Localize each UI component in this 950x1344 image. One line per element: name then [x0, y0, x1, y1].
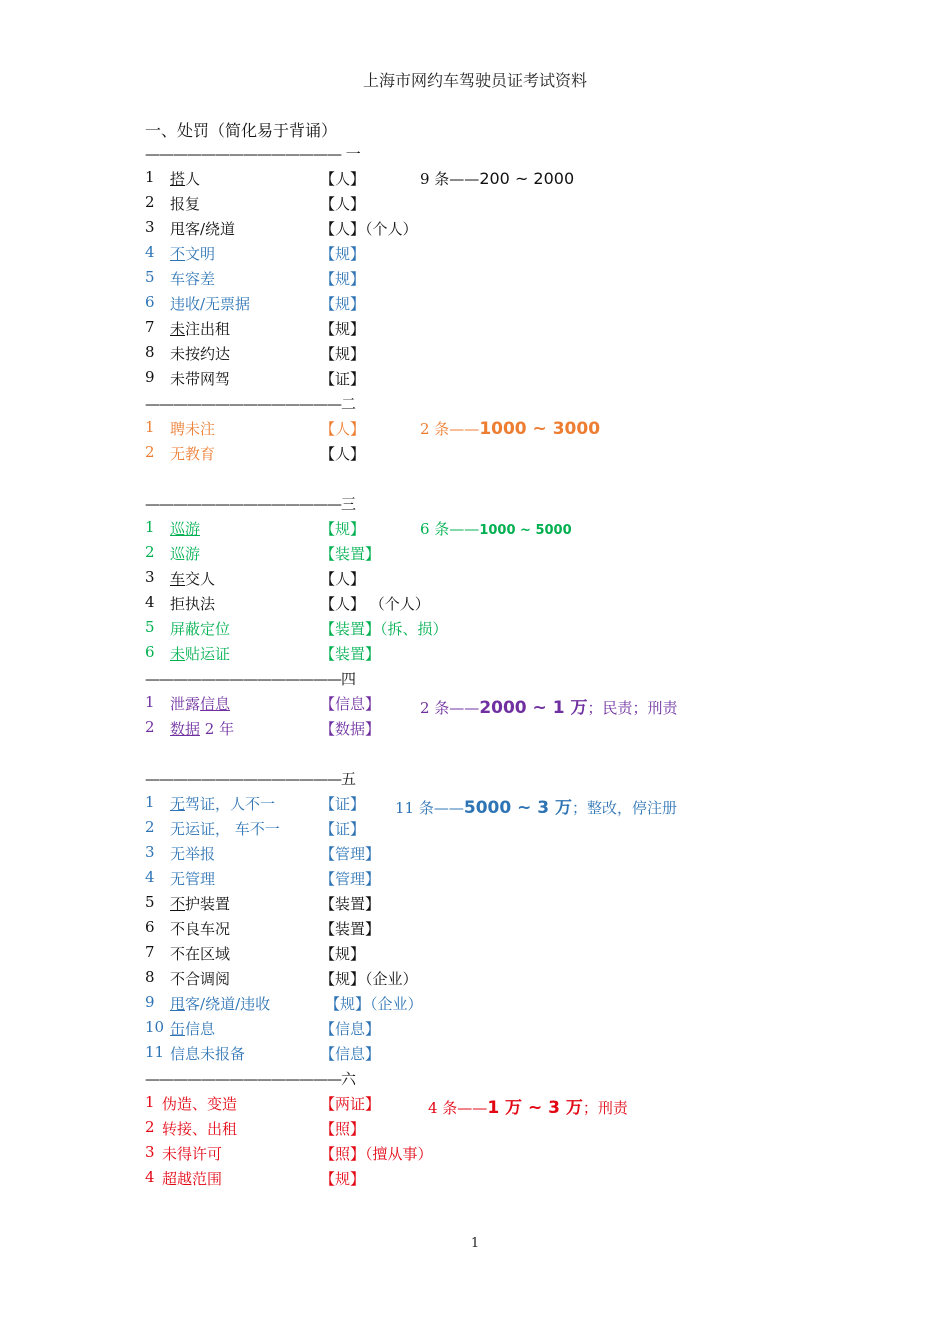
page-number: 1	[470, 1236, 480, 1251]
section-heading: 一、处罚（简化易于背诵）	[145, 121, 338, 140]
list-item: 6 不良车况 【装置】	[145, 918, 381, 938]
list-item: 9 甩客/绕道/违收 【规】（企业）	[145, 993, 423, 1013]
separator-6: ——————————————六	[145, 1070, 357, 1088]
list-item: 1 搭人 【人】 9 条——200 ~ 2000	[145, 168, 575, 188]
list-item: 1 巡游 【规】 6 条——1000 ~ 5000	[145, 518, 572, 538]
list-item: 1 伪造、变造 【两证】 4 条——1 万 ~ 3 万；刑责	[145, 1093, 628, 1118]
list-item: 3 无举报 【管理】	[145, 843, 381, 863]
list-item: 4 无管理 【管理】	[145, 868, 381, 888]
list-item: 2 巡游 【装置】	[145, 543, 381, 563]
list-item: 8 不合调阅 【规】（企业）	[145, 968, 418, 988]
list-item: 6 未贴运证 【装置】	[145, 643, 381, 663]
list-item: 3 车交人 【人】	[145, 568, 366, 588]
list-item: 1 聘未注 【人】 2 条——1000 ~ 3000	[145, 418, 601, 439]
list-item: 11 信息未报备 【信息】	[145, 1043, 381, 1063]
document-title: 上海市网约车驾驶员证考试资料	[362, 71, 587, 90]
list-item: 2 报复 【人】	[145, 193, 366, 213]
list-item: 4 超越范围 【规】	[145, 1168, 366, 1188]
list-item: 7 不在区域 【规】	[145, 943, 366, 963]
separator-4: ——————————————四	[145, 670, 357, 688]
list-item: 4 拒执法 【人】 （个人）	[145, 593, 430, 613]
list-item: 2 数据 2 年 【数据】	[145, 718, 381, 738]
list-item: 2 无教育 【人】	[145, 443, 366, 463]
list-item: 1 无驾证，人不一 【证】 11 条——5000 ~ 3 万；整改，停注册	[145, 793, 678, 818]
list-item: 3 甩客/绕道 【人】（个人）	[145, 218, 418, 238]
list-item: 5 屏蔽定位 【装置】（拆、损）	[145, 618, 448, 638]
list-item: 9 未带网驾 【证】	[145, 368, 366, 388]
list-item: 1 泄露信息 【信息】 2 条——2000 ~ 1 万；民责；刑责	[145, 693, 678, 718]
list-item: 8 未按约达 【规】	[145, 343, 366, 363]
separator-3: ——————————————三	[145, 495, 357, 513]
separator-2: ——————————————二	[145, 395, 357, 413]
list-item: 10 缶信息 【信息】	[145, 1018, 381, 1038]
list-item: 5 车容差 【规】	[145, 268, 366, 288]
separator-1: —————————————— 一	[145, 145, 361, 163]
list-item: 6 违收/无票据 【规】	[145, 293, 366, 313]
list-item: 4 不文明 【规】	[145, 243, 366, 263]
list-item: 7 未注出租 【规】	[145, 318, 366, 338]
list-item: 5 不护装置 【装置】	[145, 893, 381, 913]
separator-5: ——————————————五	[145, 770, 357, 788]
list-item: 2 转接、出租 【照】	[145, 1118, 366, 1138]
list-item: 3 未得许可 【照】（擅从事）	[145, 1143, 433, 1163]
list-item: 2 无运证， 车不一 【证】	[145, 818, 366, 838]
